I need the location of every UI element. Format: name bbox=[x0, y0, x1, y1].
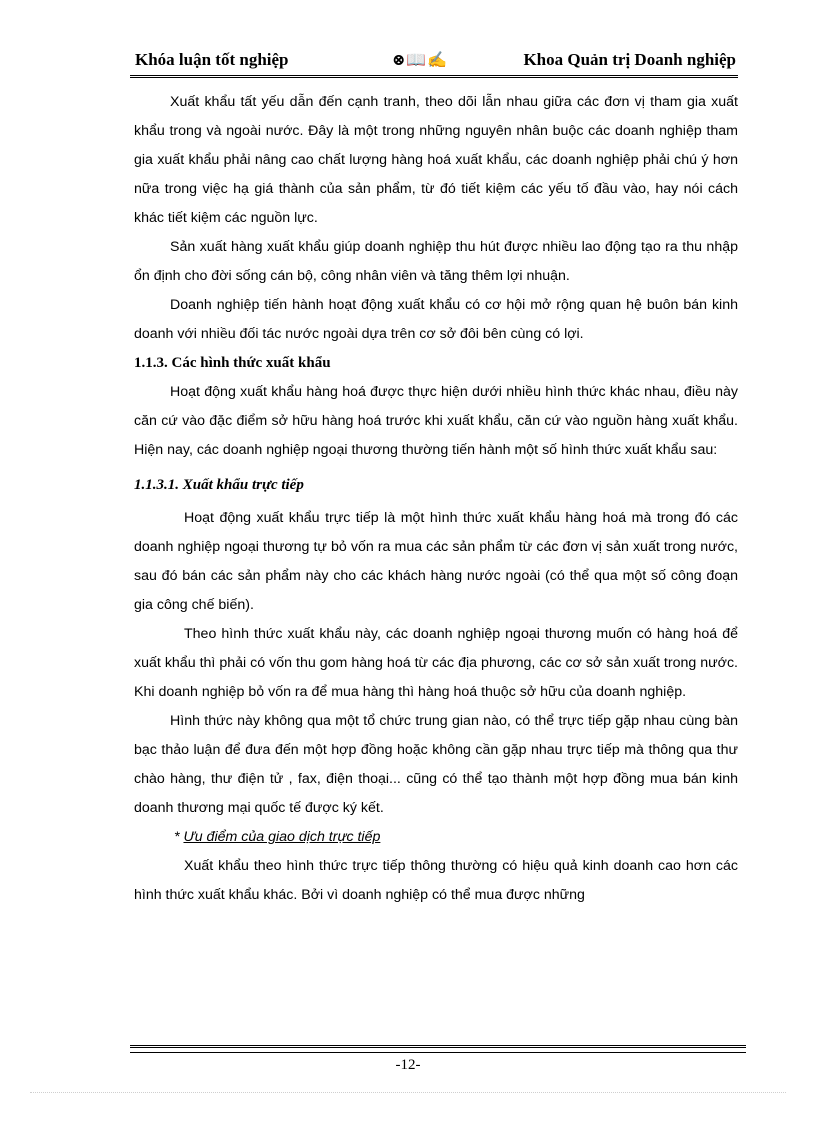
paragraph: Xuất khẩu theo hình thức trực tiếp thông thường có hiệu quả kinh doanh cao hơn các hình thức xuất khẩu khác. Bởi vì doanh nghiệp có thể mua được những bbox=[134, 858, 738, 903]
page-body bbox=[134, 88, 738, 910]
header-ornament-icon: ⊗📖✍ bbox=[392, 52, 449, 69]
advantage-heading-text: Ưu điểm của giao dịch trực tiếp bbox=[183, 829, 381, 845]
footer-rule-thin bbox=[130, 1052, 746, 1053]
paragraph: Xuất khẩu tất yếu dẫn đến cạnh tranh, theo dõi lẫn nhau giữa các đơn vị tham gia xuất khẩu trong và ngoài nước. Đây là một trong những nguyên nhân buộc các doanh nghiệp tham gia xuất khẩu phải nâng cao chất lượng hàng hoá xuất khẩu, các doanh nghiệp phải chú ý hơn nữa trong việc hạ giá thành của sản phẩm, từ đó tiết kiệm các yếu tố đầu vào, hay nói cách khác tiết kiệm các nguồn lực. bbox=[134, 94, 738, 226]
header-left-title: Khóa luận tốt nghiệp bbox=[135, 50, 289, 69]
paragraph: Hoạt động xuất khẩu trực tiếp là một hình thức xuất khẩu hàng hoá mà trong đó các doanh nghiệp ngoại thương tự bỏ vốn ra mua các sản phẩm từ các đơn vị sản xuất trong nước, sau đó bán các sản phẩm này cho các khách hàng nước ngoài (có thể qua một số công đoạn gia công chế biến). bbox=[134, 510, 738, 613]
advantage-heading bbox=[134, 823, 738, 852]
section-heading: 1.1.3. Các hình thức xuất khẩu bbox=[134, 355, 331, 371]
paragraph: Sản xuất hàng xuất khẩu giúp doanh nghiệp thu hút được nhiều lao động tạo ra thu nhập ổn định cho đời sống cán bộ, công nhân viên và tăng thêm lợi nhuận. bbox=[134, 239, 738, 284]
page-bottom-edge bbox=[30, 1092, 786, 1093]
subsection-heading: 1.1.3.1. Xuất khẩu trực tiếp bbox=[134, 477, 304, 493]
page-number: -12- bbox=[395, 1057, 421, 1073]
footer-rule bbox=[130, 1045, 746, 1048]
bullet-star: * bbox=[174, 829, 184, 845]
paragraph: Doanh nghiệp tiến hành hoạt động xuất khẩu có cơ hội mở rộng quan hệ buôn bán kinh doanh với nhiều đối tác nước ngoài dựa trên cơ sở đôi bên cùng có lợi. bbox=[134, 297, 738, 342]
header-right-title: Khoa Quản trị Doanh nghiệp bbox=[523, 50, 736, 69]
paragraph: Hình thức này không qua một tổ chức trung gian nào, có thể trực tiếp gặp nhau cùng bàn bạc thảo luận để đưa đến một hợp đồng hoặc không cần gặp nhau trực tiếp mà thông qua thư chào hàng, thư điện tử , fax, điện thoại... cũng có thể tạo thành một hợp đồng mua bán kinh doanh thương mại quốc tế được ký kết. bbox=[134, 713, 738, 816]
header-rule bbox=[130, 75, 738, 78]
paragraph: Hoạt động xuất khẩu hàng hoá được thực hiện dưới nhiều hình thức khác nhau, điều này căn cứ vào đặc điểm sở hữu hàng hoá trước khi xuất khẩu, căn cứ vào nguồn hàng xuất khẩu. Hiện nay, các doanh nghiệp ngoại thương thường tiến hành một số hình thức xuất khẩu sau: bbox=[134, 384, 738, 458]
paragraph: Theo hình thức xuất khẩu này, các doanh nghiệp ngoại thương muốn có hàng hoá để xuất khẩu thì phải có vốn thu gom hàng hoá từ các địa phương, các cơ sở sản xuất trong nước. Khi doanh nghiệp bỏ vốn ra để mua hàng thì hàng hoá thuộc sở hữu của doanh nghiệp. bbox=[134, 626, 738, 700]
page-header bbox=[130, 44, 738, 78]
